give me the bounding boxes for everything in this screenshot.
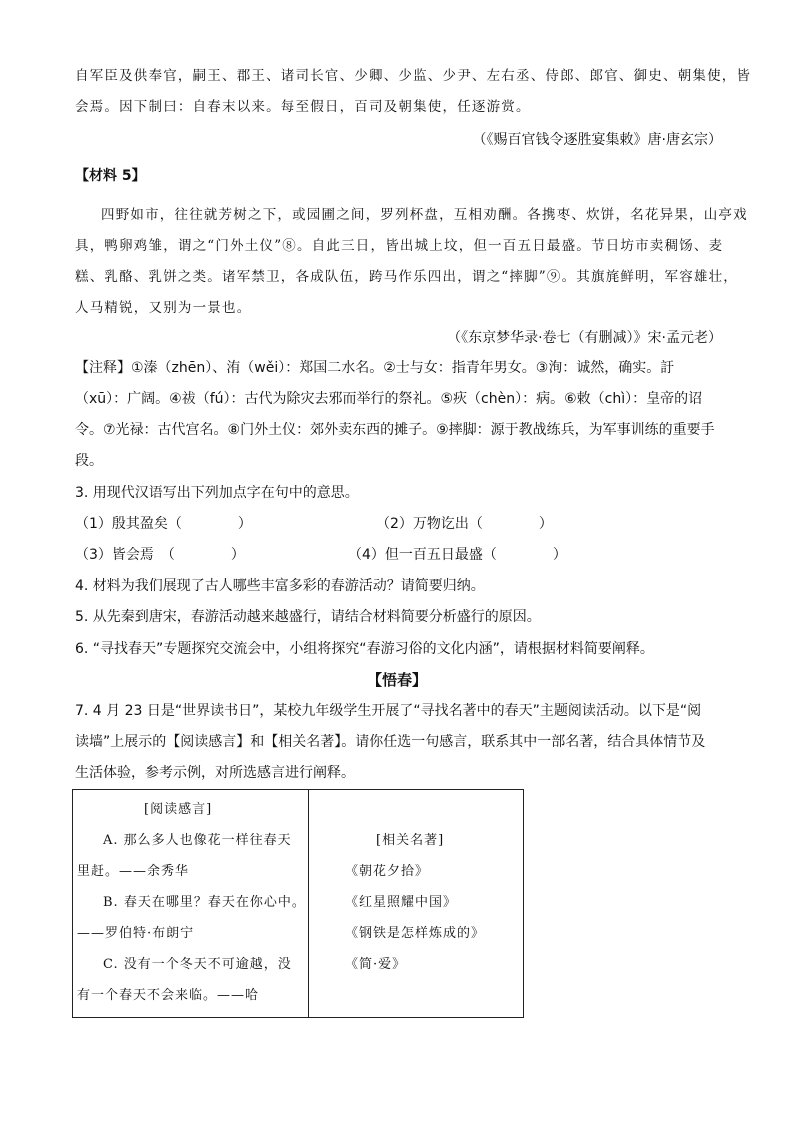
question-3-item-1: （1）殷其盈矣（ ） xyxy=(75,516,252,532)
question-3-item-3: （3）皆会焉 （ ） xyxy=(75,547,245,563)
question-7-line-3: 生活体验，参考示例，对所选感言进行阐释。 xyxy=(75,765,355,781)
question-7-line-1: 7. 4 月 23 日是“世界读书日”，某校九年级学生开展了“寻找名著中的春天”主题阅读活动。以下是“阅 xyxy=(75,703,702,719)
passage-4-line-1: 自军臣及供奉官，嗣王、郡王、诸司长官、少卿、少监、少尹、左右丞、侍郎、郎官、御史、朝集使，皆 xyxy=(75,68,752,84)
passage-4-line-2: 会焉。因下制曰：自春末以来。每至假日，百司及朝集使，任逐游赏。 xyxy=(75,99,531,115)
material-5-source: （《东京梦华录·卷七（有删减）》宋·孟元老） xyxy=(447,330,722,346)
related-classics-cell xyxy=(309,790,524,1018)
question-3: 3. 用现代汉语写出下列加点字在句中的意思。 xyxy=(75,485,359,501)
material-5-line-2: 具，鸭卵鸡雏，谓之“门外土仪”⑧。自此三日，皆出城上坟，但一百五日最盛。节日坊市卖稠饧、麦 xyxy=(75,238,724,254)
material-5-title: 【材料 5】 xyxy=(75,168,146,184)
notes-line-1: 【注释】①溱（zhēn）、洧（wěi）：郑国二水名。②士与女：指青年男女。③洵：诚然，确实。訏 xyxy=(75,360,675,376)
remark-a-line-2: 里赶。——余秀华 xyxy=(77,864,190,879)
material-5-line-4: 人马精锐，又别为一景也。 xyxy=(75,300,252,316)
reading-remarks-cell xyxy=(73,790,309,1018)
question-6: 6. “寻找春天”专题探究交流会中，小组将探究“春游习俗的文化内涵”，请根据材料简要阐释。 xyxy=(75,641,654,657)
question-4: 4. 材料为我们展现了古人哪些丰富多彩的春游活动？请简要归纳。 xyxy=(75,578,485,594)
section-title-wuchun: 【悟春】 xyxy=(366,671,427,689)
question-7-line-2: 读墙”上展示的【阅读感言】和【相关名著】。请你任选一句感言，联系其中一部名著，结合具体情节及 xyxy=(75,734,706,750)
remark-b-line-2: ——罗伯特·布朗宁 xyxy=(77,926,195,941)
material-5-line-3: 糕、乳酪、乳饼之类。诸军禁卫，各成队伍，跨马作乐四出，谓之“摔脚”⑨。其旗旄鲜明，军容雄壮， xyxy=(75,269,739,285)
notes-line-2: （xū）：广阔。④祓（fú）：古代为除灾去邪而举行的祭礼。⑤疢（chèn）：病。⑥敕（chì）：皇帝的诏 xyxy=(75,391,703,407)
reading-remarks-header: [阅读感言] xyxy=(144,802,213,817)
notes-line-4: 段。 xyxy=(75,453,103,469)
book-item: 《钢铁是怎样炼成的》 xyxy=(345,926,486,941)
book-item: 《红星照耀中国》 xyxy=(345,895,458,910)
passage-4-source: （《赐百官钱令逐胜宴集敕》唐·唐玄宗） xyxy=(472,132,722,148)
related-classics-header: [相关名著] xyxy=(376,833,445,848)
question-5: 5. 从先秦到唐宋，春游活动越来越盛行，请结合材料简要分析盛行的原因。 xyxy=(75,609,541,625)
remark-b-line-1: B. 春天在哪里？春天在你心中。 xyxy=(103,895,306,910)
book-item: 《朝花夕拾》 xyxy=(345,864,430,879)
remark-c-line-1: C. 没有一个冬天不可逾越，没 xyxy=(103,957,292,972)
reading-wall-table xyxy=(72,789,524,1018)
question-3-item-2: （2）万物讫出（ ） xyxy=(376,516,553,532)
notes-line-3: 令。⑦光禄：古代宫名。⑧门外土仪：郊外卖东西的摊子。⑨摔脚：源于教战练兵，为军事训练的重要手 xyxy=(75,422,715,438)
material-5-line-1: 四野如市，往往就芳树之下，或园圃之间，罗列杯盘，互相劝酬。各携枣、炊饼，名花异果，山亭戏 xyxy=(101,207,748,223)
book-item: 《简·爱》 xyxy=(345,957,407,972)
question-3-item-4: （4）但一百五日最盛（ ） xyxy=(348,547,567,563)
remark-c-line-2: 有一个春天不会来临。——哈 xyxy=(77,988,260,1003)
remark-a-line-1: A. 那么多人也像花一样往春天 xyxy=(103,833,292,848)
